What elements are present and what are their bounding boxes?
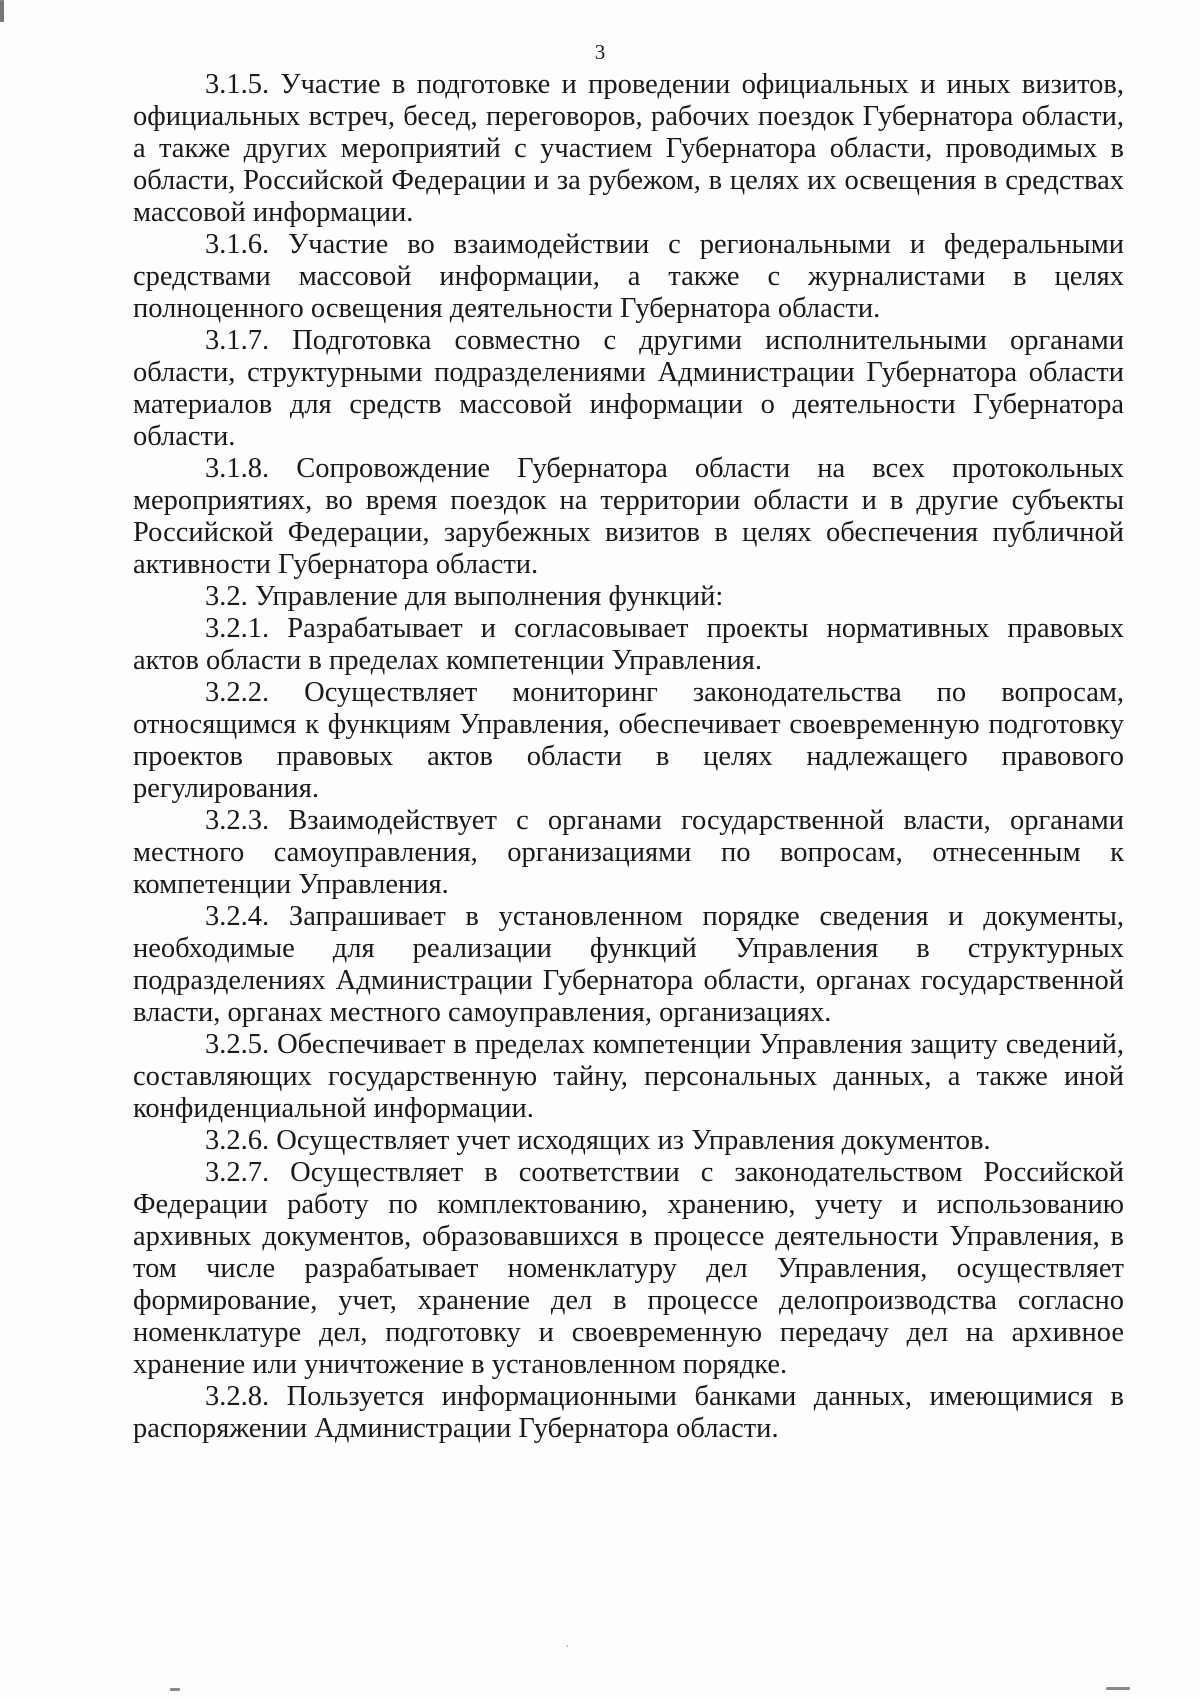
paragraph-3-1-8: 3.1.8. Сопровождение Губернатора области на всех протокольных мероприятиях, во время поездок на территории области и в другие субъекты Российской Федерации, зарубежных визитов в целях обеспечения публичной активности Губернатора области. (133, 453, 1124, 580)
paragraph-3-2-8: 3.2.8. Пользуется информационными банками данных, имеющимися в распоряжении Администрации Губернатора области. (133, 1381, 1124, 1444)
paragraph-3-2: 3.2. Управление для выполнения функций: (205, 581, 724, 612)
paragraph-3-1-5: 3.1.5. Участие в подготовке и проведении официальных и иных визитов, официальных встреч, бесед, переговоров, рабочих поездок Губернатора области, а также других мероприятий с участием Губернатора области, проводимых в области, Российской Федерации и за рубежом, в целях их освещения в средствах массовой информации. (133, 69, 1124, 228)
scan-edge-mark (170, 1688, 180, 1691)
paragraph-3-2-7: 3.2.7. Осуществляет в соответствии с законодательством Российской Федерации работу по комплектованию, хранению, учету и использованию архивных документов, образовавшихся в процессе деятельности Управления, в том числе разрабатывает номенклатуру дел Управления, осуществляет формирование, учет, хранение дел в процессе делопроизводства согласно номенклатуре дел, подготовку и своевременную передачу дел на архивное хранение или уничтожение в установленном порядке. (133, 1157, 1124, 1380)
scan-speck (566, 1645, 568, 1647)
document-body (133, 69, 1124, 1445)
paragraph-3-2-4: 3.2.4. Запрашивает в установленном порядке сведения и документы, необходимые для реализации функций Управления в структурных подразделениях Администрации Губернатора области, органах государственной власти, органах местного самоуправления, организациях. (133, 901, 1124, 1028)
paragraph-3-2-3: 3.2.3. Взаимодействует с органами государственной власти, органами местного самоуправления, организациями по вопросам, отнесенным к компетенции Управления. (133, 805, 1124, 900)
paragraph-3-1-7: 3.1.7. Подготовка совместно с другими исполнительными органами области, структурными подразделениями Администрации Губернатора области материалов для средств массовой информации о деятельности Губернатора области. (133, 325, 1124, 452)
page-number: 3 (594, 40, 606, 64)
paragraph-3-1-6: 3.1.6. Участие во взаимодействии с региональными и федеральными средствами массовой информации, а также с журналистами в целях полноценного освещения деятельности Губернатора области. (133, 229, 1124, 324)
paragraph-3-2-1: 3.2.1. Разрабатывает и согласовывает проекты нормативных правовых актов области в пределах компетенции Управления. (133, 613, 1124, 676)
scan-edge-mark (1106, 1687, 1130, 1690)
paragraph-3-2-2: 3.2.2. Осуществляет мониторинг законодательства по вопросам, относящимся к функциям Управления, обеспечивает своевременную подготовку проектов правовых актов области в целях надлежащего правового регулирования. (133, 677, 1124, 804)
paragraph-3-2-6: 3.2.6. Осуществляет учет исходящих из Управления документов. (205, 1125, 991, 1156)
scan-edge-mark (0, 0, 4, 22)
paragraph-3-2-5: 3.2.5. Обеспечивает в пределах компетенции Управления защиту сведений, составляющих государственную тайну, персональных данных, а также иной конфиденциальной информации. (133, 1029, 1124, 1124)
